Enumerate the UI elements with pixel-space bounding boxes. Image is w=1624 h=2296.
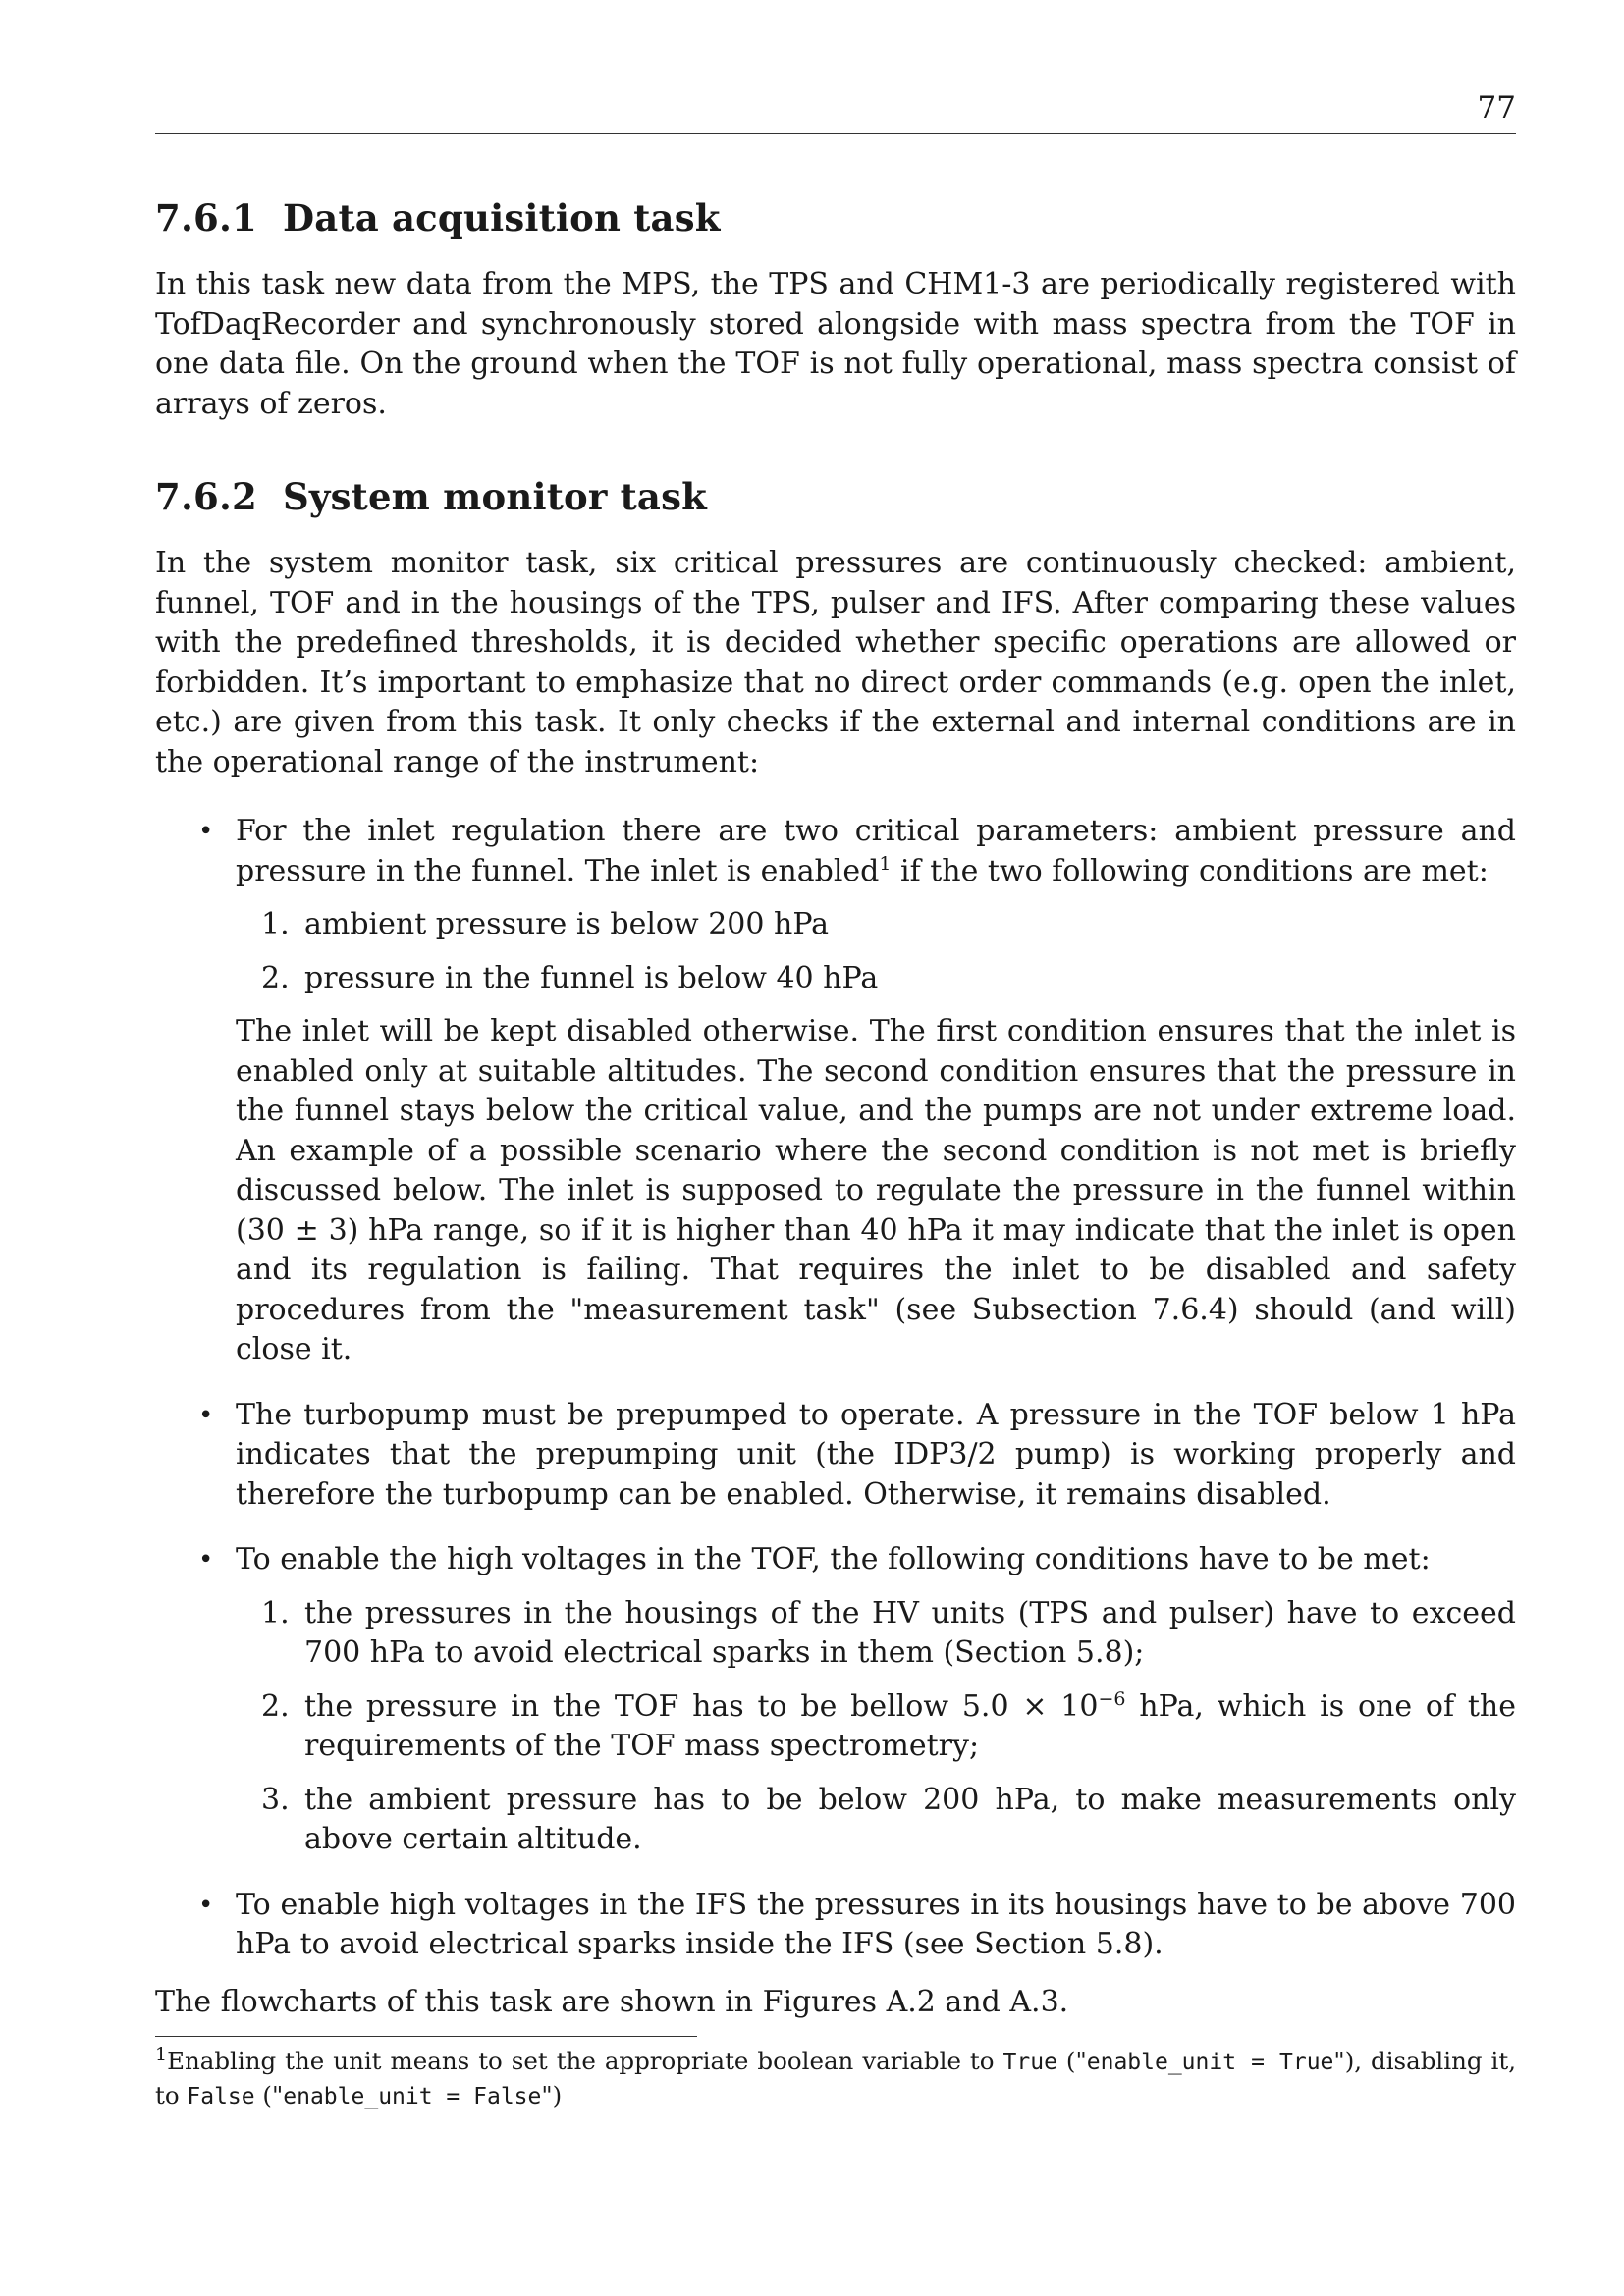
section-system-monitor <box>155 471 1516 2022</box>
enum-text: the pressure in the TOF has to be bellow 5.0 × 10 <box>304 1688 1099 1724</box>
closing-paragraph: The flowcharts of this task are shown in Figures A.2 and A.3. <box>155 1984 1069 2019</box>
bullet-icon: • <box>198 1400 214 1430</box>
section-paragraph: In this task new data from the MPS, the TPS and CHM1-3 are periodically registered with TofDaqRecorder and synchronously stored alongside with mass spectra from the TOF in one data file. On the ground when the TOF is not fully operational, mass spectra consist of arrays of zeros. <box>155 267 1516 421</box>
section-number: 7.6.2 <box>155 475 257 518</box>
section-heading <box>155 471 1516 522</box>
footnote-divider <box>155 2036 697 2037</box>
enum-text: pressure in the funnel is below 40 hPa <box>304 960 879 995</box>
enum-text: ambient pressure is below 200 hPa <box>304 907 830 941</box>
page-content <box>155 192 1516 2113</box>
list-item <box>155 1540 1516 1860</box>
list-item <box>155 812 1516 1370</box>
footnote-code: True <box>1002 2050 1057 2075</box>
enumerated-item <box>236 1687 1516 1767</box>
section-title: Data acquisition task <box>283 196 721 240</box>
footnote-code: enable_unit = True <box>1086 2050 1334 2075</box>
enumerated-item <box>236 1594 1516 1674</box>
section-paragraph: In the system monitor task, six critical pressures are continuously checked: ambient, funnel, TOF and in the housings of the TPS, pulser and IFS. After comparing these values with the predefined thresholds, it is decided whether specific operations are allowed or forbidden. It’s important to emphasize that no direct order commands (e.g. open the inlet, etc.) are given from this task. It only checks if the external and internal conditions are in the operational range of the instrument: <box>155 546 1516 779</box>
section-heading <box>155 192 1516 243</box>
bullet-text: To enable the high voltages in the TOF, the following conditions have to be met: <box>236 1542 1431 1576</box>
list-item <box>155 1396 1516 1516</box>
enum-text: hPa, which is one of the requirements of the TOF mass spectrometry; <box>304 1688 1516 1763</box>
enum-text: the pressures in the housings of the HV units (TPS and pulser) have to exceed 700 hPa to avoid electrical sparks in them (Section 5.8); <box>304 1595 1516 1670</box>
footnote-number: 1 <box>155 2043 168 2065</box>
enumerated-item <box>236 905 1516 945</box>
bullet-icon: • <box>198 817 214 846</box>
footnote-text: ") <box>541 2081 563 2109</box>
section-title: System monitor task <box>283 475 707 518</box>
list-item <box>155 1886 1516 1965</box>
enumerated-conditions <box>236 905 1516 998</box>
section-number: 7.6.1 <box>155 196 257 240</box>
footnote-code: enable_unit = False <box>283 2084 542 2109</box>
bullet-text: The turbopump must be prepumped to operate. A pressure in the TOF below 1 hPa indicates that the prepumping unit (the IDP3/2 pump) is working properly and therefore the turbopump can be enabled. Otherwise, it remains disabled. <box>236 1397 1516 1512</box>
footnote-text: (" <box>1056 2047 1087 2075</box>
footnote-marker: 1 <box>879 852 892 875</box>
running-header <box>155 90 1516 134</box>
enum-number: 2. <box>261 1688 290 1724</box>
enum-text: the ambient pressure has to be below 200 hPa, to make measurements only above certain altitude. <box>304 1782 1516 1856</box>
enum-number: 1. <box>261 907 290 941</box>
footnote-code: False <box>187 2084 255 2109</box>
enum-number: 3. <box>261 1782 290 1817</box>
bullet-text: For the inlet regulation there are two critical parameters: ambient pressure and pressure in the funnel. The inlet is enabled <box>236 814 1516 888</box>
enum-number: 1. <box>261 1595 290 1630</box>
footnote-text: "), disabling it, to <box>155 2047 1517 2109</box>
enumerated-item <box>236 959 1516 999</box>
exponent: −6 <box>1098 1687 1126 1710</box>
bullet-intro <box>236 812 1516 891</box>
footnote-text: Enabling the unit means to set the appropriate boolean variable to <box>167 2047 1003 2075</box>
enum-number: 2. <box>261 960 290 995</box>
section-data-acquisition <box>155 192 1516 424</box>
conditions-list <box>155 812 1516 1965</box>
bullet-followup: The inlet will be kept disabled otherwise. The first condition ensures that the inlet is enabled only at suitable altitudes. The second condition ensures that the pressure in the funnel stays below the critical value, and the pumps are not under extreme load. An example of a possible scenario where the second condition is not met is briefly discussed below. The inlet is supposed to regulate the pressure in the funnel within (30 ± 3) hPa range, so if it is higher than 40 hPa it may indicate that the inlet is open and its regulation is failing. That requires the inlet to be disabled and safety procedures from the "measurement task" (see Subsection 7.6.4) should (and will) close it. <box>236 1014 1516 1366</box>
bullet-text: To enable high voltages in the IFS the pressures in its housings have to be above 700 hPa to avoid electrical sparks inside the IFS (see Section 5.8). <box>236 1887 1516 1961</box>
bullet-text: if the two following conditions are met: <box>891 853 1489 888</box>
bullet-icon: • <box>198 1545 214 1575</box>
enumerated-conditions <box>236 1594 1516 1860</box>
enumerated-item <box>236 1781 1516 1860</box>
footnote-text: (" <box>254 2081 284 2109</box>
page-number: 77 <box>1477 90 1516 126</box>
bullet-icon: • <box>198 1890 214 1920</box>
footnote <box>155 2045 1516 2113</box>
